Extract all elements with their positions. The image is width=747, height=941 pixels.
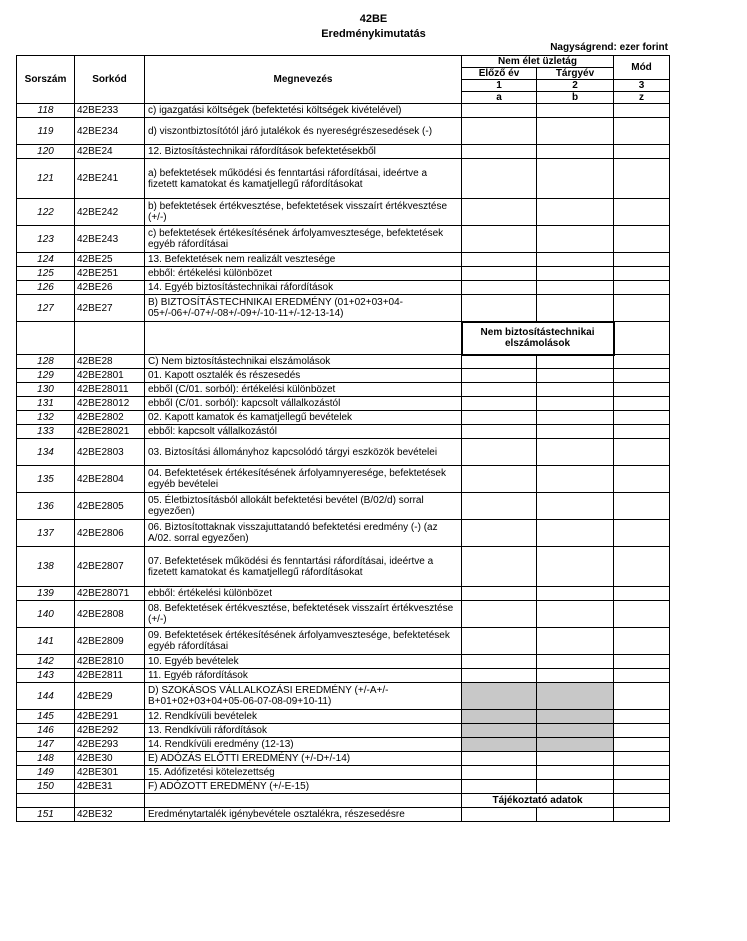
value-cell-target-year[interactable] [537,493,614,520]
row-number: 127 [17,295,75,322]
row-description: 01. Kapott osztalék és részesedés [145,369,462,383]
value-cell-prev-year[interactable] [462,199,537,226]
table-row [17,295,670,322]
row-description: 12. Rendkívüli bevételek [145,710,462,724]
table-row [17,738,670,752]
table-body [17,104,670,822]
row-number: 138 [17,547,75,587]
table-row [17,601,670,628]
row-description [145,794,462,808]
row-description: Eredménytartalék igénybevétele osztalékra, részesedésre [145,808,462,822]
table-row [17,355,670,369]
col-number-2: 2 [537,80,614,92]
table-row [17,226,670,253]
table-row [17,425,670,439]
value-cell-mod[interactable] [614,295,670,322]
table-row [17,383,670,397]
value-cell-prev-year[interactable] [462,159,537,199]
value-cell-mod[interactable] [614,397,670,411]
row-description: b) befektetések értékvesztése, befektetések visszaírt értékvesztése (+/-) [145,199,462,226]
row-code: 42BE28012 [75,397,145,411]
row-number: 120 [17,145,75,159]
section-row [17,322,670,355]
row-code: 42BE301 [75,766,145,780]
col-letter-a: a [462,92,537,104]
value-cell-mod[interactable] [614,159,670,199]
value-cell-prev-year[interactable] [462,397,537,411]
row-description: 13. Rendkívüli ráfordítások [145,724,462,738]
value-cell-mod[interactable] [614,439,670,466]
value-cell-target-year[interactable] [537,752,614,766]
row-code: 42BE2808 [75,601,145,628]
value-cell-target-year[interactable] [537,118,614,145]
value-cell-mod[interactable] [614,425,670,439]
value-cell-target-year[interactable] [537,587,614,601]
row-number [17,322,75,355]
table-row [17,397,670,411]
table-row [17,253,670,267]
value-cell-mod[interactable] [614,253,670,267]
value-cell-prev-year[interactable] [462,628,537,655]
table-row [17,104,670,118]
row-code: 42BE26 [75,281,145,295]
value-cell-prev-year[interactable] [462,383,537,397]
row-description: ebből (C/01. sorból): értékelési különbözet [145,383,462,397]
section-row [17,794,670,808]
table-row [17,281,670,295]
row-code: 42BE233 [75,104,145,118]
row-code: 42BE291 [75,710,145,724]
report-code-title: 42BE [359,13,388,25]
row-number: 129 [17,369,75,383]
value-cell-prev-year[interactable] [462,710,537,724]
value-cell-target-year[interactable] [537,355,614,369]
row-code: 42BE243 [75,226,145,253]
value-cell-target-year[interactable] [537,628,614,655]
value-cell-prev-year[interactable] [462,411,537,425]
row-description: D) SZOKÁSOS VÁLLALKOZÁSI EREDMÉNY (+/-A+/-B+01+02+03+04+05-06-07-08-09+10-11) [145,683,462,710]
col-header-prev-year: Előző év [462,68,537,80]
row-description [145,322,462,355]
row-number: 143 [17,669,75,683]
value-cell-prev-year[interactable] [462,808,537,822]
row-code: 42BE251 [75,267,145,281]
col-header-sorkod: Sorkód [75,56,145,104]
value-cell-mod[interactable] [614,738,670,752]
table-row [17,587,670,601]
value-cell-mod[interactable] [614,145,670,159]
table-row [17,369,670,383]
table-row [17,267,670,281]
table-row [17,683,670,710]
row-code: 42BE28021 [75,425,145,439]
row-number: 130 [17,383,75,397]
row-code: 42BE2805 [75,493,145,520]
value-cell-target-year[interactable] [537,601,614,628]
row-number: 136 [17,493,75,520]
value-cell-prev-year[interactable] [462,253,537,267]
value-cell-prev-year[interactable] [462,104,537,118]
table-row [17,710,670,724]
section-heading: Nem biztosítástechnikai elszámolások [462,322,614,355]
row-number: 150 [17,780,75,794]
row-number: 131 [17,397,75,411]
table-row [17,159,670,199]
row-description: ebből: kapcsolt vállalkozástól [145,425,462,439]
row-number: 146 [17,724,75,738]
row-code: 42BE2809 [75,628,145,655]
value-cell-mod[interactable] [614,547,670,587]
row-description: 08. Befektetések értékvesztése, befektetések visszaírt értékvesztése (+/-) [145,601,462,628]
value-cell-target-year[interactable] [537,683,614,710]
value-cell-mod[interactable] [614,766,670,780]
value-cell-mod[interactable] [614,411,670,425]
value-cell-prev-year[interactable] [462,752,537,766]
row-number [17,794,75,808]
value-cell-target-year[interactable] [537,766,614,780]
value-cell-prev-year[interactable] [462,669,537,683]
table-row [17,669,670,683]
value-cell-mod[interactable] [614,808,670,822]
row-description: ebből: értékelési különbözet [145,587,462,601]
row-code: 42BE27 [75,295,145,322]
row-description: 06. Biztosítottaknak visszajuttatandó befektetési eredmény (-) (az A/02. sorral egyezően) [145,520,462,547]
row-code: 42BE2807 [75,547,145,587]
value-cell-target-year[interactable] [537,383,614,397]
row-number: 133 [17,425,75,439]
row-number: 144 [17,683,75,710]
row-description: 13. Befektetések nem realizált vesztesége [145,253,462,267]
row-code: 42BE2801 [75,369,145,383]
value-cell-mod[interactable] [614,383,670,397]
row-number: 151 [17,808,75,822]
table-row [17,411,670,425]
row-code: 42BE28 [75,355,145,369]
row-description: d) viszontbiztosítótól járó jutalékok és nyereségrészesedések (-) [145,118,462,145]
row-code: 42BE234 [75,118,145,145]
row-description: 10. Egyéb bevételek [145,655,462,669]
row-description: 04. Befektetések értékesítésének árfolyamnyeresége, befektetések egyéb bevételei [145,466,462,493]
row-number: 132 [17,411,75,425]
row-description: B) BIZTOSÍTÁSTECHNIKAI EREDMÉNY (01+02+03+04-05+/-06+/-07+/-08+/-09+/-10-11+/-12-13-14) [145,295,462,322]
value-cell-prev-year[interactable] [462,601,537,628]
value-cell-mod[interactable] [614,587,670,601]
table-row [17,466,670,493]
row-description: ebből (C/01. sorból): kapcsolt vállalkozástól [145,397,462,411]
col-letter-b: b [537,92,614,104]
table-row [17,520,670,547]
value-cell-prev-year[interactable] [462,655,537,669]
value-cell-prev-year[interactable] [462,369,537,383]
col-number-3: 3 [614,80,670,92]
row-code: 42BE2806 [75,520,145,547]
row-description: C) Nem biztosítástechnikai elszámolások [145,355,462,369]
value-cell-prev-year[interactable] [462,766,537,780]
table-row [17,780,670,794]
row-description: E) ADÓZÁS ELŐTTI EREDMÉNY (+/-D+/-14) [145,752,462,766]
table-row [17,808,670,822]
value-cell-mod[interactable] [614,369,670,383]
row-code: 42BE30 [75,752,145,766]
row-code [75,794,145,808]
table-row [17,199,670,226]
value-cell-mod[interactable] [614,520,670,547]
row-number: 139 [17,587,75,601]
value-cell-target-year[interactable] [537,669,614,683]
value-cell-target-year[interactable] [537,159,614,199]
row-code: 42BE241 [75,159,145,199]
report-title: Eredménykimutatás [321,28,426,40]
table-row [17,547,670,587]
table-row [17,118,670,145]
row-description: 07. Befektetések működési és fenntartási ráfordításai, ideértve a fizetett kamatokat és kamatjellegű ráfordításokat [145,547,462,587]
row-code: 42BE293 [75,738,145,752]
row-number: 118 [17,104,75,118]
value-cell-target-year[interactable] [537,104,614,118]
row-description: 12. Biztosítástechnikai ráfordítások befektetésekből [145,145,462,159]
row-number: 125 [17,267,75,281]
value-cell-target-year[interactable] [537,520,614,547]
value-cell-prev-year[interactable] [462,145,537,159]
row-number: 124 [17,253,75,267]
section-heading: Tájékoztató adatok [462,794,614,808]
value-cell-target-year[interactable] [537,267,614,281]
row-number: 126 [17,281,75,295]
value-cell-target-year[interactable] [537,369,614,383]
row-description: 02. Kapott kamatok és kamatjellegű bevételek [145,411,462,425]
row-code [75,322,145,355]
row-code: 42BE2810 [75,655,145,669]
row-description: 09. Befektetések értékesítésének árfolyamvesztesége, befektetések egyéb ráfordításai [145,628,462,655]
value-cell-target-year[interactable] [537,738,614,752]
row-code: 42BE32 [75,808,145,822]
value-cell-prev-year[interactable] [462,547,537,587]
table-row [17,628,670,655]
value-cell-prev-year[interactable] [462,118,537,145]
col-header-megnevezes: Megnevezés [145,56,462,104]
row-number: 119 [17,118,75,145]
value-cell-target-year[interactable] [537,439,614,466]
row-description: 05. Életbiztosításból allokált befektetési bevétel (B/02/d) sorral egyezően) [145,493,462,520]
row-code: 42BE2802 [75,411,145,425]
row-code: 42BE242 [75,199,145,226]
row-number: 137 [17,520,75,547]
row-code: 42BE2811 [75,669,145,683]
value-cell-mod[interactable] [614,724,670,738]
income-statement-table [16,55,670,822]
value-cell-prev-year[interactable] [462,493,537,520]
value-cell-prev-year[interactable] [462,425,537,439]
value-cell-mod[interactable] [614,683,670,710]
value-cell-mod[interactable] [614,466,670,493]
row-code: 42BE29 [75,683,145,710]
value-cell-prev-year[interactable] [462,724,537,738]
row-description: 11. Egyéb ráfordítások [145,669,462,683]
row-number: 147 [17,738,75,752]
row-description: 14. Egyéb biztosítástechnikai ráfordítások [145,281,462,295]
row-number: 149 [17,766,75,780]
value-cell-target-year[interactable] [537,145,614,159]
value-cell-mod[interactable] [614,118,670,145]
value-cell-mod[interactable] [614,104,670,118]
value-cell-prev-year[interactable] [462,683,537,710]
value-cell-prev-year[interactable] [462,780,537,794]
value-cell-target-year[interactable] [537,724,614,738]
value-cell-mod[interactable] [614,710,670,724]
value-cell-prev-year[interactable] [462,295,537,322]
table-row [17,655,670,669]
value-cell-prev-year[interactable] [462,738,537,752]
value-cell-mod[interactable] [614,780,670,794]
value-cell-mod[interactable] [614,199,670,226]
value-cell-target-year[interactable] [537,808,614,822]
row-number: 134 [17,439,75,466]
table-row [17,752,670,766]
table-row [17,493,670,520]
col-number-1: 1 [462,80,537,92]
value-cell-target-year[interactable] [537,466,614,493]
row-number: 122 [17,199,75,226]
value-cell-mod[interactable] [614,794,670,808]
value-cell-target-year[interactable] [537,547,614,587]
row-description: 14. Rendkívüli eredmény (12-13) [145,738,462,752]
value-cell-mod[interactable] [614,322,670,355]
row-number: 128 [17,355,75,369]
col-letter-z: z [614,92,670,104]
row-code: 42BE2803 [75,439,145,466]
value-cell-target-year[interactable] [537,411,614,425]
value-cell-target-year[interactable] [537,780,614,794]
value-cell-mod[interactable] [614,628,670,655]
table-row [17,724,670,738]
row-code: 42BE292 [75,724,145,738]
row-code: 42BE24 [75,145,145,159]
value-cell-target-year[interactable] [537,281,614,295]
value-cell-mod[interactable] [614,752,670,766]
row-number: 148 [17,752,75,766]
row-code: 42BE28011 [75,383,145,397]
row-description: 03. Biztosítási állományhoz kapcsolódó tárgyi eszközök bevételei [145,439,462,466]
value-cell-mod[interactable] [614,281,670,295]
row-number: 141 [17,628,75,655]
row-number: 142 [17,655,75,669]
value-cell-prev-year[interactable] [462,587,537,601]
table-row [17,439,670,466]
value-cell-prev-year[interactable] [462,520,537,547]
value-cell-prev-year[interactable] [462,267,537,281]
value-cell-mod[interactable] [614,226,670,253]
row-code: 42BE31 [75,780,145,794]
col-header-sorszam: Sorszám [17,56,75,104]
value-cell-target-year[interactable] [537,397,614,411]
col-header-mod: Mód [614,56,670,80]
value-cell-mod[interactable] [614,669,670,683]
value-cell-target-year[interactable] [537,425,614,439]
row-description: F) ADÓZOTT EREDMÉNY (+/-E-15) [145,780,462,794]
value-cell-mod[interactable] [614,601,670,628]
col-header-group: Nem élet üzletág [462,56,614,68]
value-cell-prev-year[interactable] [462,355,537,369]
table-row [17,766,670,780]
table-row [17,145,670,159]
row-description: a) befektetések működési és fenntartási ráfordításai, ideértve a fizetett kamatokat és kamatjellegű ráfordításokat [145,159,462,199]
row-code: 42BE25 [75,253,145,267]
unit-note: Nagyságrend: ezer forint [550,42,668,53]
value-cell-prev-year[interactable] [462,466,537,493]
row-number: 135 [17,466,75,493]
value-cell-mod[interactable] [614,655,670,669]
row-code: 42BE28071 [75,587,145,601]
row-number: 123 [17,226,75,253]
value-cell-target-year[interactable] [537,199,614,226]
row-number: 121 [17,159,75,199]
value-cell-prev-year[interactable] [462,439,537,466]
value-cell-prev-year[interactable] [462,226,537,253]
col-header-target-year: Tárgyév [537,68,614,80]
row-number: 140 [17,601,75,628]
value-cell-prev-year[interactable] [462,281,537,295]
row-number: 145 [17,710,75,724]
value-cell-target-year[interactable] [537,295,614,322]
value-cell-mod[interactable] [614,267,670,281]
value-cell-target-year[interactable] [537,655,614,669]
row-description: 15. Adófizetési kötelezettség [145,766,462,780]
value-cell-target-year[interactable] [537,710,614,724]
value-cell-mod[interactable] [614,355,670,369]
row-description: ebből: értékelési különbözet [145,267,462,281]
row-description: c) igazgatási költségek (befektetési költségek kivételével) [145,104,462,118]
value-cell-mod[interactable] [614,493,670,520]
value-cell-target-year[interactable] [537,226,614,253]
value-cell-target-year[interactable] [537,253,614,267]
row-code: 42BE2804 [75,466,145,493]
row-description: c) befektetések értékesítésének árfolyamvesztesége, befektetések egyéb ráfordításai [145,226,462,253]
